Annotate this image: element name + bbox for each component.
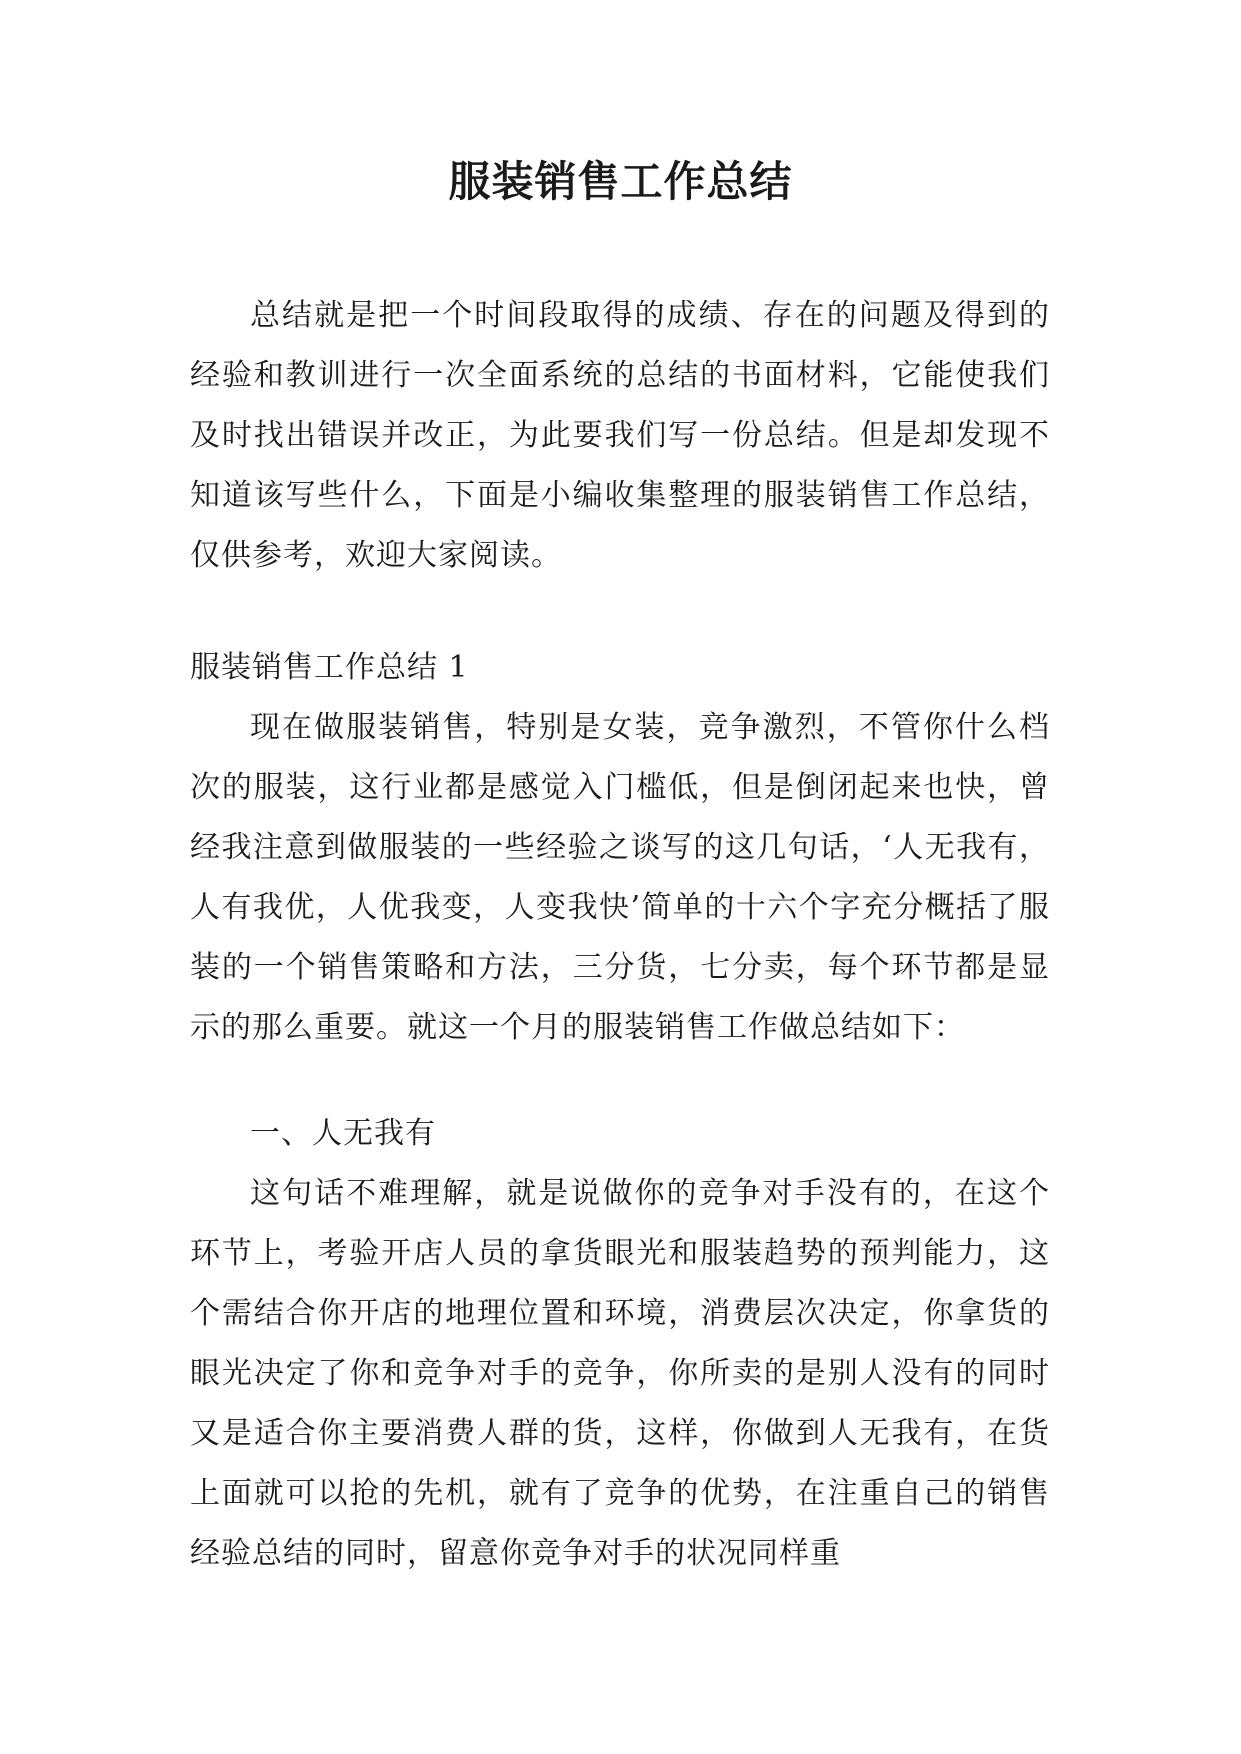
intro-paragraph: 总结就是把一个时间段取得的成绩、存在的问题及得到的经验和教训进行一次全面系统的总结的书面材料，它能使我们及时找出错误并改正，为此要我们写一份总结。但是却发现不知道该写些什么，下面是小编收集整理的服装销售工作总结，仅供参考，欢迎大家阅读。 [190, 298, 1050, 573]
document-title: 服装销售工作总结 [448, 157, 793, 206]
section-paragraph: 现在做服装销售，特别是女装，竞争激烈，不管你什么档次的服装，这行业都是感觉入门槛低，但是倒闭起来也快，曾经我注意到做服装的一些经验之谈写的这几句话，‘人无我有，人有我优，人优我变，人变我快’简单的十六个字充分概括了服装的一个销售策略和方法，三分货，七分卖，每个环节都是显示的那么重要。就这一个月的服装销售工作做总结如下： [190, 710, 1050, 1045]
subsection-heading: 一、人无我有 [250, 1116, 436, 1151]
section-heading: 服装销售工作总结 1 [190, 650, 469, 685]
subsection-paragraph: 这句话不难理解，就是说做你的竞争对手没有的，在这个环节上，考验开店人员的拿货眼光和服装趋势的预判能力，这个需结合你开店的地理位置和环境，消费层次决定，你拿货的眼光决定了你和竞争对手的竞争，你所卖的是别人没有的同时又是适合你主要消费人群的货，这样，你做到人无我有，在货上面就可以抢的先机，就有了竞争的优势，在注重自己的销售经验总结的同时，留意你竞争对手的状况同样重 [190, 1176, 1050, 1571]
